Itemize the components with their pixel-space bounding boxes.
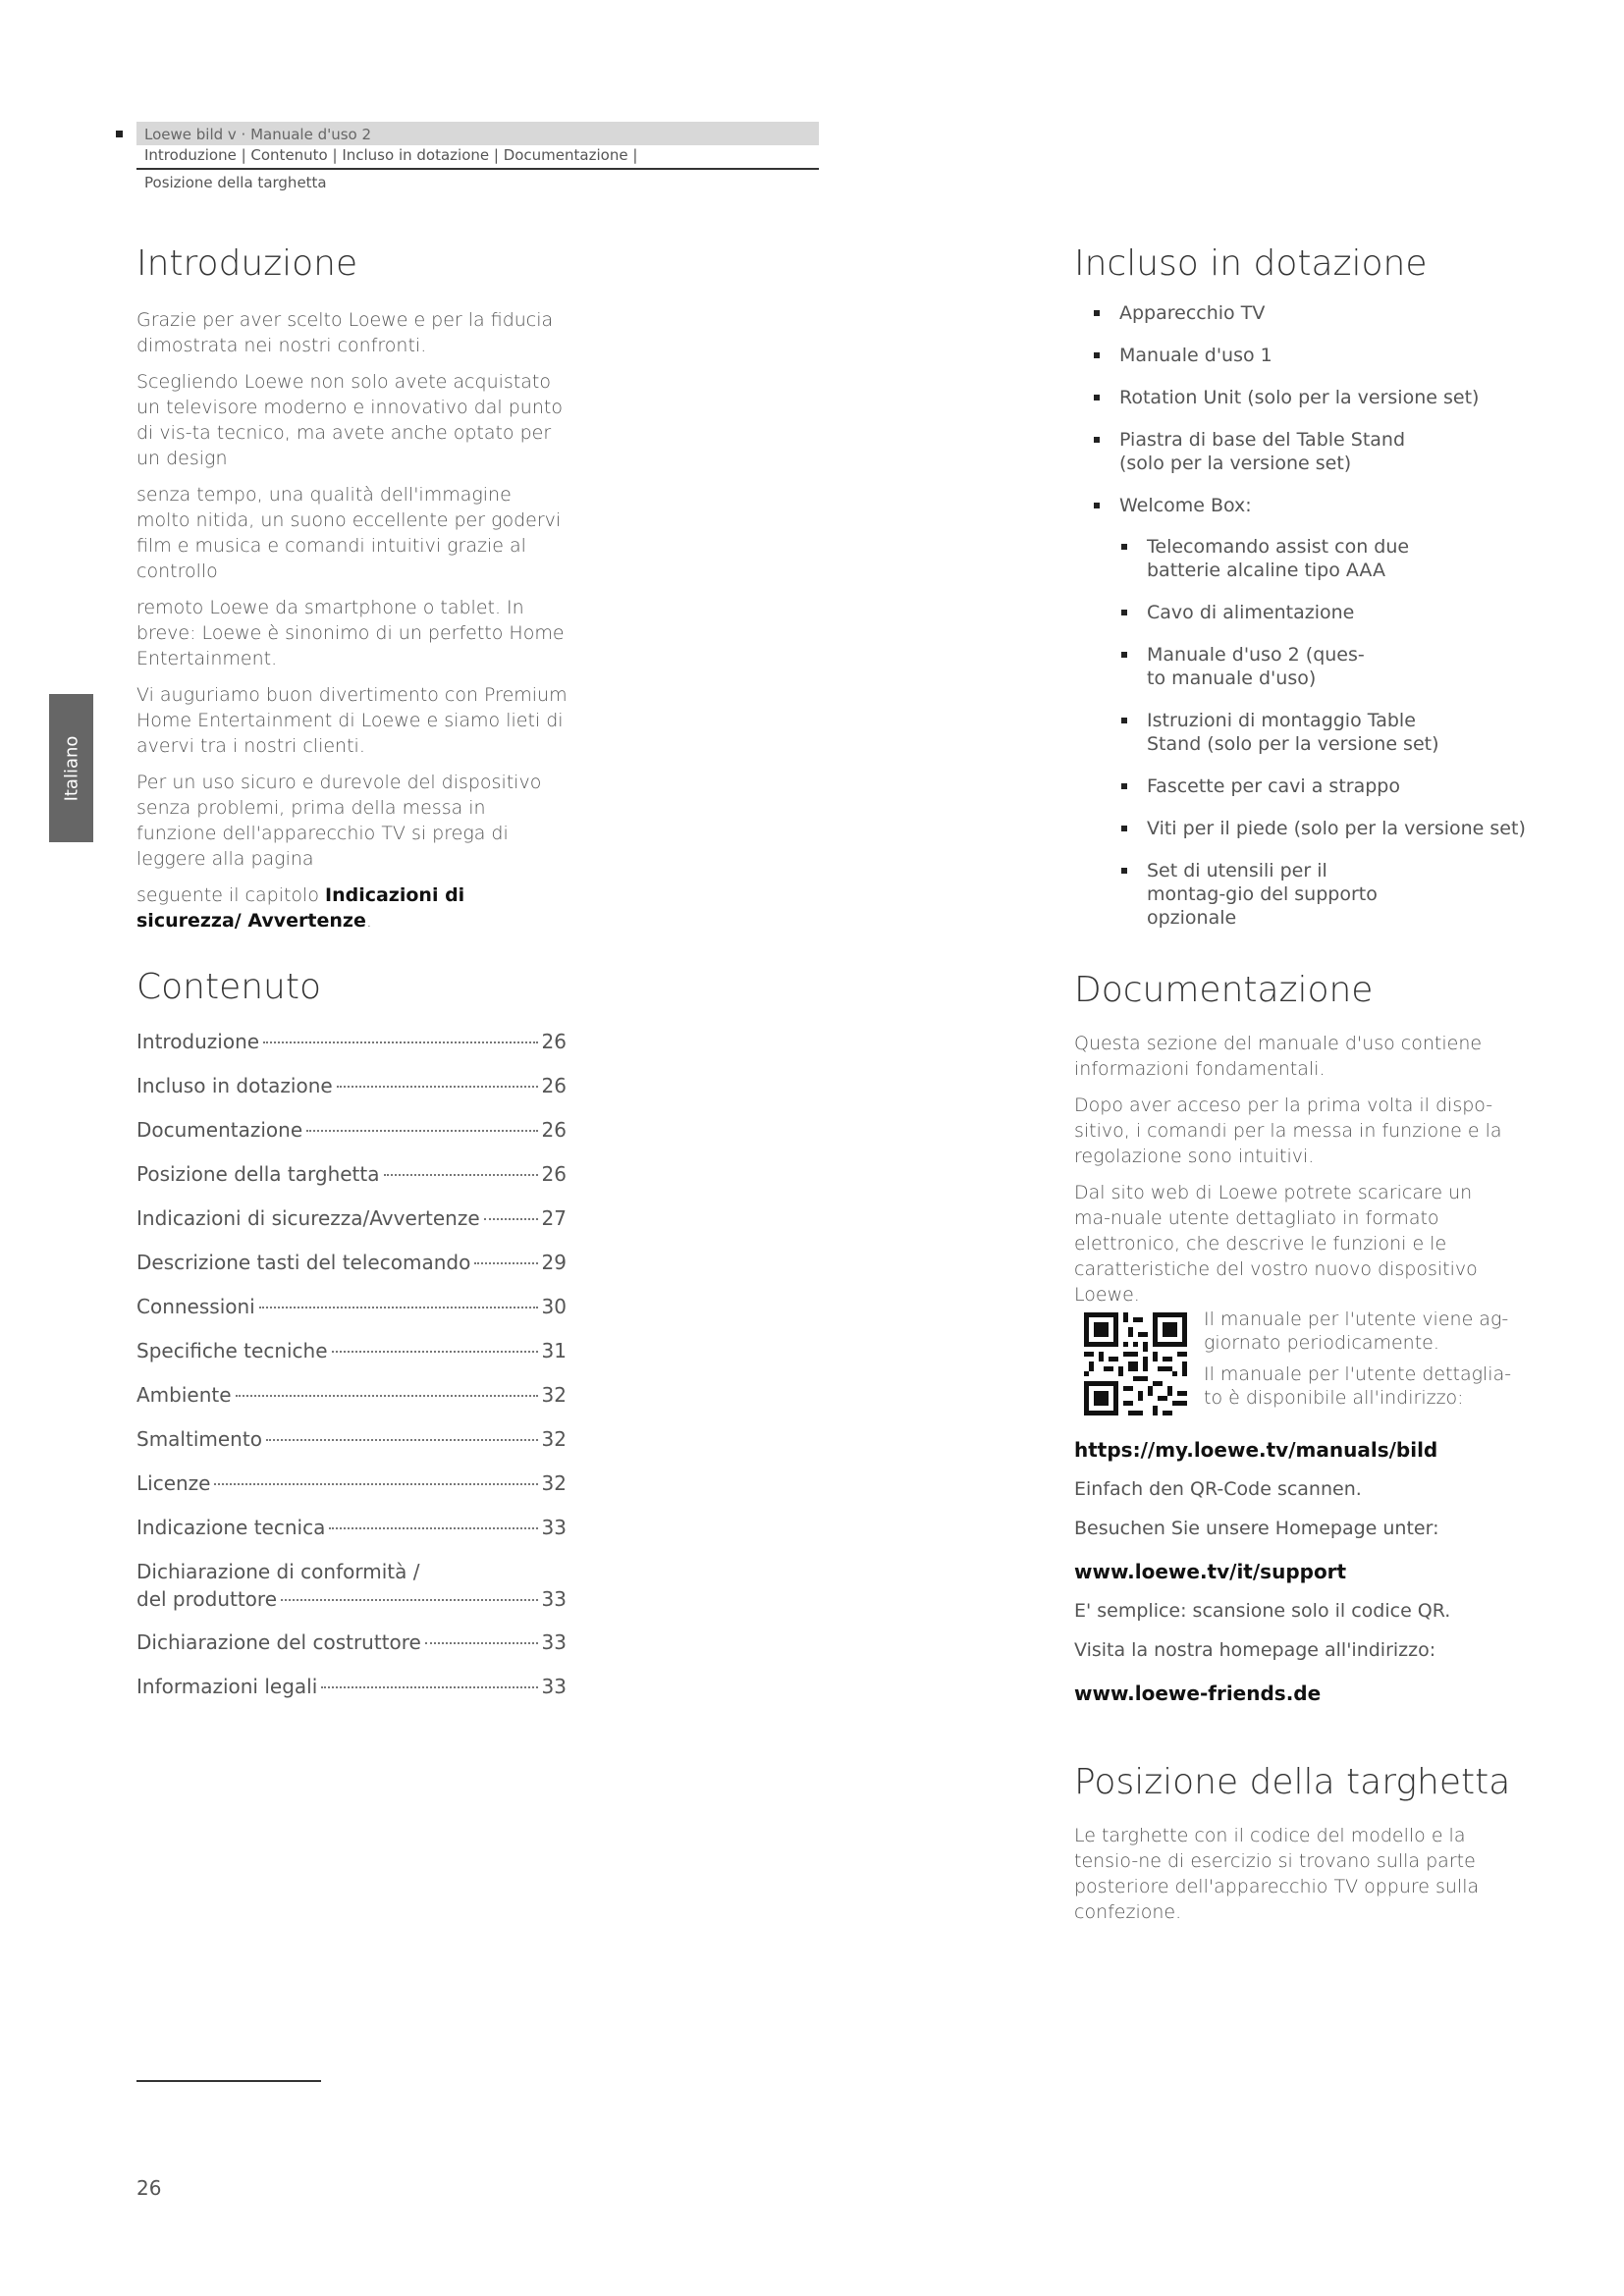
bullet-icon [1094,310,1100,316]
toc-item-label: Posizione della targhetta [136,1162,380,1186]
toc-dots [384,1174,538,1176]
sub-list-item [1147,817,1540,840]
list-item-text: Fascette per cavi a strappo [1147,775,1400,797]
scan-text: Einfach den QR-Code scannen. [1074,1478,1362,1500]
bullet-icon [1121,544,1127,550]
toc-item-label: Informazioni legali [136,1675,318,1698]
toc-item-label: del produttore [136,1587,278,1611]
documentazione-heading: Documentazione [1074,970,1374,1010]
intro-last-paragraph [136,882,568,934]
introduzione-body [136,307,568,944]
toc-item-label: Ambiente [136,1383,232,1407]
support-url-link[interactable]: www.loewe.tv/it/support [1074,1560,1347,1583]
toc-item-label: Indicazioni di sicurezza/Avvertenze [136,1206,480,1230]
toc-page: 31 [541,1339,567,1362]
sub-list-item [1147,643,1373,690]
toc-page: 26 [541,1074,567,1097]
toc-item-label: Licenze [136,1471,211,1495]
safety-chapter-ref: Indicazioni di sicurezza/ Avvertenze [136,884,465,932]
toc-dots [337,1086,538,1088]
doc-paragraph: Dopo aver acceso per la prima volta il dispo-sitivo, i comandi per la messa in funzione e la regolazione sono intuitivi. [1074,1095,1502,1167]
intro-paragraph: senza tempo, una qualità dell'immagine molto nitida, un suono eccellente per godervi film e musica e comandi intuitivi grazie al controllo [136,484,562,582]
toc-page: 26 [541,1162,567,1186]
intro-last-suffix: . [365,910,372,932]
intro-paragraph: Per un uso sicuro e durevole del dispositivo senza problemi, prima della messa in funzione dell'apparecchio TV si prega di leggere alla pagina [136,772,542,870]
list-item-text: Set di utensili per il montag-gio del supporto opzionale [1147,860,1378,929]
list-item-text: Istruzioni di montaggio Table Stand (solo per la versione set) [1147,710,1439,755]
language-tab-label: Italiano [61,735,81,801]
toc-dots [263,1041,537,1043]
incluso-list [1119,301,1532,536]
toc-dots [332,1351,538,1353]
toc-item[interactable] [136,1030,567,1053]
toc-item-label: Documentazione [136,1118,303,1142]
list-item-text: Manuale d'uso 1 [1119,345,1272,366]
toc-item-label: Dichiarazione di conformità / [136,1560,420,1583]
sub-list-item [1147,859,1402,930]
manual-url-link[interactable]: https://my.loewe.tv/manuals/bild [1074,1438,1438,1462]
bullet-icon [1094,503,1100,508]
toc-dots [259,1307,538,1308]
doc-paragraph: Dal sito web di Loewe potrete scaricare un ma-nuale utente dettagliato in formato elettronico, che descrive le funzioni e le caratteristiche del vostro nuovo dispositivo Loewe. [1074,1182,1478,1306]
toc-dots [236,1395,538,1397]
toc-item[interactable] [136,1074,567,1097]
list-item-text: Piastra di base del Table Stand (solo per la versione set) [1119,429,1406,474]
sub-list-item [1147,709,1441,756]
toc-dots [306,1130,537,1132]
targhetta-paragraph: Le targhette con il codice del modello e la tensio-ne di esercizio si trovano sulla parte posteriore dell'apparecchio TV oppure sulla confezione. [1074,1825,1480,1923]
toc-page: 33 [541,1587,567,1611]
toc-item[interactable] [136,1383,567,1407]
bullet-icon [1121,783,1127,789]
header-rule [136,168,819,170]
page-number: 26 [136,2176,162,2200]
friends-url-link[interactable]: www.loewe-friends.de [1074,1682,1322,1705]
toc-dots [321,1686,537,1688]
footnote-rule [136,2080,321,2082]
toc-item-label: Introduzione [136,1030,260,1053]
toc-page: 26 [541,1030,567,1053]
breadcrumb: Loewe bild v · Manuale d'uso 2 [144,126,372,143]
list-item-text: Viti per il piede (solo per la versione set) [1147,818,1526,839]
toc-dots [474,1262,537,1264]
intro-last-prefix: seguente il capitolo [136,884,325,906]
qr-text-updates: Il manuale per l'utente viene ag-giornato periodicamente. [1204,1308,1509,1354]
toc-item[interactable] [136,1675,567,1698]
bullet-icon [1094,395,1100,400]
toc-page: 27 [541,1206,567,1230]
list-item-text: Cavo di alimentazione [1147,602,1355,623]
toc-item-label: Dichiarazione del costruttore [136,1630,421,1654]
contenuto-heading: Contenuto [136,967,322,1007]
toc-dots [484,1218,538,1220]
header-sub-link[interactable]: Posizione della targhetta [144,174,327,191]
toc-dots [281,1599,538,1601]
list-item [1119,494,1532,517]
list-item [1119,428,1414,475]
sub-list-item [1147,535,1441,582]
intro-paragraph: remoto Loewe da smartphone o tablet. In breve: Loewe è sinonimo di un perfetto Home Entertainment. [136,597,565,669]
simple-text: E' semplice: scansione solo il codice QR. [1074,1600,1451,1622]
bullet-icon [1121,652,1127,658]
list-item-text: Telecomando assist con due batterie alcaline tipo AAA [1147,536,1410,581]
incluso-heading: Incluso in dotazione [1074,243,1428,284]
toc-item-label: Connessioni [136,1295,255,1318]
toc-page: 32 [541,1471,567,1495]
sub-list-item [1147,601,1540,624]
bullet-icon [1121,826,1127,831]
intro-paragraph: Vi auguriamo buon divertimento con Premium Home Entertainment di Loewe e siamo lieti di avervi tra i nostri clienti. [136,684,568,757]
toc-dots [425,1642,538,1644]
list-item-text: Welcome Box: [1119,495,1252,516]
bullet-icon [1094,437,1100,443]
toc-item-label: Smaltimento [136,1427,262,1451]
qr-caption [1204,1308,1518,1410]
targhetta-body [1074,1823,1511,1936]
toc-item[interactable] [136,1206,567,1230]
toc-page: 33 [541,1675,567,1698]
language-tab [49,694,93,842]
welcome-box-list [1147,535,1540,948]
targhetta-heading: Posizione della targhetta [1074,1762,1511,1802]
toc-page: 33 [541,1630,567,1654]
qr-text-available: Il manuale per l'utente dettaglia-to è disponibile all'indirizzo: [1204,1363,1512,1409]
toc-item[interactable] [136,1295,567,1318]
toc-item[interactable] [136,1339,567,1362]
intro-paragraph: Grazie per aver scelto Loewe e per la fiducia dimostrata nei nostri confronti. [136,309,554,356]
documentazione-body [1074,1031,1511,1318]
intro-paragraph: Scegliendo Loewe non solo avete acquistato un televisore moderno e innovativo dal punto di vis-ta tecnico, ma avete anche optato per un design [136,371,563,469]
visit-it-text: Visita la nostra homepage all'indirizzo: [1074,1639,1436,1661]
bullet-icon [1121,718,1127,723]
header-links[interactable]: Introduzione | Contenuto | Incluso in dotazione | Documentazione | [144,146,638,164]
bullet-icon [1094,352,1100,358]
toc-item-label: Incluso in dotazione [136,1074,333,1097]
list-item-text: Manuale d'uso 2 (ques-to manuale d'uso) [1147,644,1365,689]
introduzione-heading: Introduzione [136,243,358,284]
list-item-text: Rotation Unit (solo per la versione set) [1119,387,1480,408]
qr-code-icon[interactable] [1084,1312,1187,1415]
toc-item[interactable] [136,1427,567,1451]
list-item [1119,301,1532,325]
toc-dots [266,1439,538,1441]
toc-item[interactable] [136,1471,567,1495]
toc-page: 29 [541,1251,567,1274]
toc-dots [329,1527,537,1529]
toc-item[interactable] [136,1118,567,1142]
doc-paragraph: Questa sezione del manuale d'uso contiene informazioni fondamentali. [1074,1033,1483,1080]
toc-page: 32 [541,1427,567,1451]
toc-item[interactable] [136,1630,567,1654]
bullet-icon [1121,610,1127,615]
toc-item[interactable] [136,1251,567,1274]
header-bullet [116,131,123,137]
list-item [1119,386,1532,409]
toc-item[interactable] [136,1516,567,1539]
toc-dots [214,1483,537,1485]
sub-list-item [1147,774,1540,798]
toc-page: 30 [541,1295,567,1318]
toc-item-conformita[interactable] [136,1558,567,1613]
toc-page: 26 [541,1118,567,1142]
toc-item-label: Indicazione tecnica [136,1516,326,1539]
toc-item-label: Descrizione tasti del telecomando [136,1251,471,1274]
toc-page: 33 [541,1516,567,1539]
toc-item[interactable] [136,1162,567,1186]
list-item-text: Apparecchio TV [1119,302,1266,324]
visit-text: Besuchen Sie unsere Homepage unter: [1074,1518,1439,1539]
bullet-icon [1121,868,1127,874]
toc-page: 32 [541,1383,567,1407]
toc-item-label: Specifiche tecniche [136,1339,328,1362]
list-item [1119,344,1532,367]
